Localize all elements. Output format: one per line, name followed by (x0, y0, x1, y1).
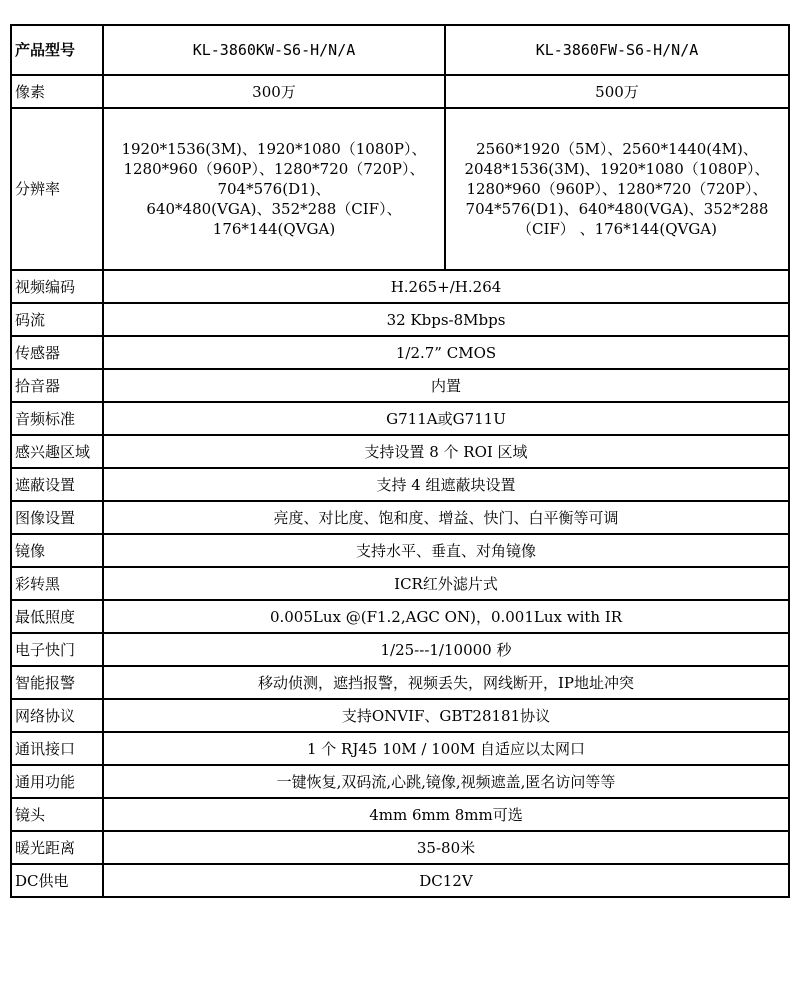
pixels-b: 500万 (445, 75, 789, 108)
spec-value: ICR红外滤片式 (103, 567, 789, 600)
spec-value: 亮度、对比度、饱和度、增益、快门、白平衡等可调 (103, 501, 789, 534)
header-row (11, 25, 789, 75)
resolution-b-line: 2048*1536(3M)、1920*1080（1080P）、 (464, 160, 770, 178)
resolution-a-line: 640*480(VGA)、352*288（CIF）、 (146, 200, 402, 218)
resolution-a (103, 108, 445, 270)
spec-label: 智能报警 (11, 666, 103, 699)
pixels-a: 300万 (103, 75, 445, 108)
spec-value: 支持设置 8 个 ROI 区域 (103, 435, 789, 468)
spec-label: 镜像 (11, 534, 103, 567)
spec-row (11, 831, 789, 864)
spec-label: 遮蔽设置 (11, 468, 103, 501)
spec-label: DC供电 (11, 864, 103, 897)
resolution-a-line: 1920*1536(3M)、1920*1080（1080P）、 (121, 140, 427, 158)
spec-label: 最低照度 (11, 600, 103, 633)
spec-row (11, 270, 789, 303)
spec-value: 1/2.7” CMOS (103, 336, 789, 369)
spec-value: 1/25---1/10000 秒 (103, 633, 789, 666)
resolution-b-line: 1280*960（960P）、1280*720（720P）、 (466, 180, 768, 198)
spec-value: 一键恢复,双码流,心跳,镜像,视频遮盖,匿名访问等等 (103, 765, 789, 798)
resolution-label: 分辨率 (11, 108, 103, 270)
spec-value: 移动侦测，遮挡报警，视频丢失，网线断开，IP地址冲突 (103, 666, 789, 699)
spec-value: G711A或G711U (103, 402, 789, 435)
resolution-b (445, 108, 789, 270)
pixels-label: 像素 (11, 75, 103, 108)
spec-label: 感兴趣区域 (11, 435, 103, 468)
spec-row (11, 567, 789, 600)
spec-label: 暖光距离 (11, 831, 103, 864)
spec-label: 电子快门 (11, 633, 103, 666)
spec-label: 网络协议 (11, 699, 103, 732)
spec-value: 35-80米 (103, 831, 789, 864)
model-label: 产品型号 (11, 25, 103, 75)
spec-row (11, 699, 789, 732)
spec-value: 支持ONVIF、GBT28181协议 (103, 699, 789, 732)
spec-row (11, 501, 789, 534)
resolution-b-line: （CIF） 、176*144(QVGA) (517, 220, 717, 238)
spec-row (11, 765, 789, 798)
spec-label: 拾音器 (11, 369, 103, 402)
spec-row (11, 336, 789, 369)
spec-value: 32 Kbps-8Mbps (103, 303, 789, 336)
spec-row (11, 864, 789, 897)
resolution-b-line: 2560*1920（5M）、2560*1440(4M)、 (476, 140, 758, 158)
spec-value: 0.005Lux @(F1.2,AGC ON)，0.001Lux with IR (103, 600, 789, 633)
spec-label: 通用功能 (11, 765, 103, 798)
spec-table (10, 24, 790, 898)
spec-row (11, 435, 789, 468)
model-b: KL-3860FW-S6-H/N/A (445, 25, 789, 75)
resolution-row (11, 108, 789, 270)
resolution-b-line: 704*576(D1)、640*480(VGA)、352*288 (465, 200, 769, 218)
spec-row (11, 666, 789, 699)
spec-label: 码流 (11, 303, 103, 336)
resolution-a-line: 704*576(D1)、 (217, 180, 331, 198)
spec-row (11, 303, 789, 336)
spec-value: 支持 4 组遮蔽块设置 (103, 468, 789, 501)
resolution-a-line: 1280*960（960P）、1280*720（720P）、 (123, 160, 425, 178)
spec-row (11, 534, 789, 567)
spec-row (11, 369, 789, 402)
spec-row (11, 468, 789, 501)
pixels-row (11, 75, 789, 108)
spec-row (11, 732, 789, 765)
spec-label: 彩转黑 (11, 567, 103, 600)
spec-row (11, 402, 789, 435)
spec-value: H.265+/H.264 (103, 270, 789, 303)
resolution-a-line: 176*144(QVGA) (212, 220, 336, 238)
spec-label: 图像设置 (11, 501, 103, 534)
spec-row (11, 798, 789, 831)
spec-label: 视频编码 (11, 270, 103, 303)
spec-label: 通讯接口 (11, 732, 103, 765)
spec-value: 支持水平、垂直、对角镜像 (103, 534, 789, 567)
spec-row (11, 633, 789, 666)
spec-value: DC12V (103, 864, 789, 897)
spec-label: 传感器 (11, 336, 103, 369)
model-a: KL-3860KW-S6-H/N/A (103, 25, 445, 75)
spec-value: 内置 (103, 369, 789, 402)
spec-value: 1 个 RJ45 10M / 100M 自适应以太网口 (103, 732, 789, 765)
spec-label: 音频标准 (11, 402, 103, 435)
spec-label: 镜头 (11, 798, 103, 831)
spec-value: 4mm 6mm 8mm可选 (103, 798, 789, 831)
spec-row (11, 600, 789, 633)
